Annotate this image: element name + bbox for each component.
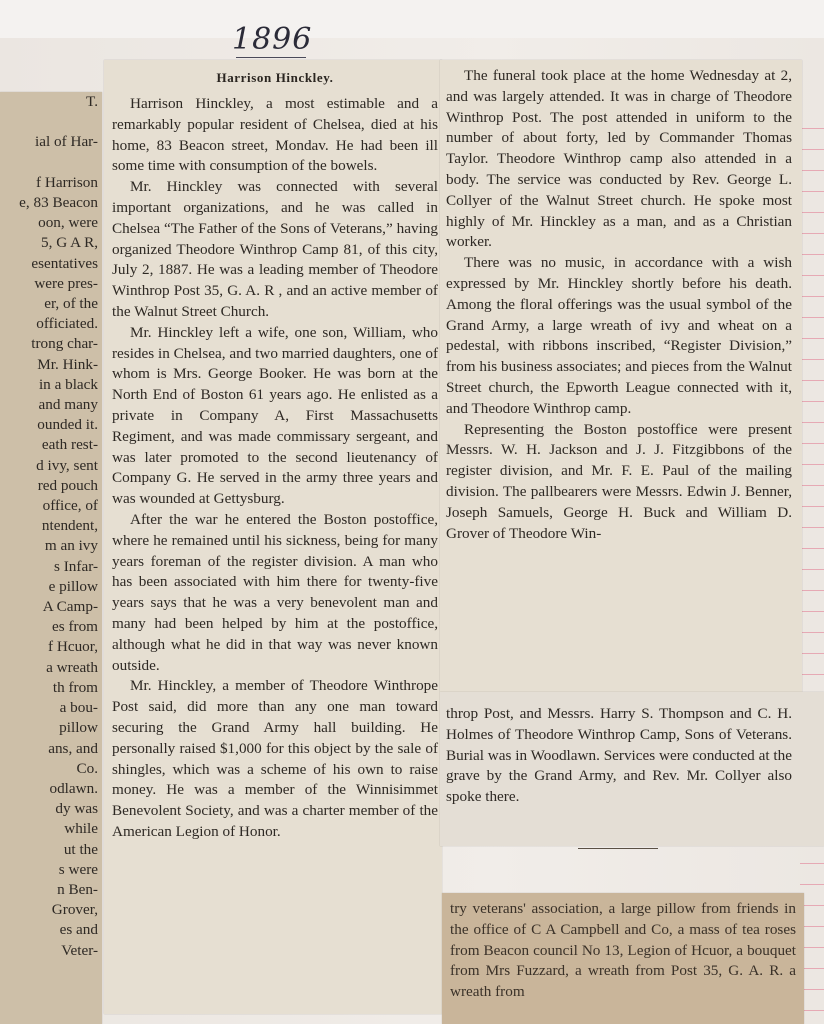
left-fragment-line: a wreath	[46, 658, 98, 676]
left-fragment-line: d ivy, sent	[36, 456, 98, 474]
left-fragment-line: Veter-	[61, 941, 98, 959]
left-fragment-line: odlawn.	[49, 779, 98, 797]
article-paragraph-2: Mr. Hinckley was connected with several important organizations, and he was called in Chelsea “The Father of the Sons of Veterans,” having organized Theodore Winthrop Camp 81, of this city, July 2, 1887. He was a leading member of Theodore Winthrop Post 35, G. A. R , and an active member of the Walnut Street Church.	[112, 178, 438, 320]
ledger-rule	[800, 527, 824, 528]
left-fragment-line: dy was	[55, 800, 98, 818]
ledger-rule	[800, 506, 824, 507]
ledger-rule	[800, 233, 824, 234]
funeral-paragraph-2: There was no music, in accordance with a wish expressed by Mr. Hinckley shortly before his death. Among the floral offerings was the usual symbol of the Grand Army, a large wreath of ivy and wheat on a pedestal, with ribbons inscribed, “Register Division,” from his business associates; and pieces from the Walnut Street church, the Epworth League connected with it, and Theodore Winthrop camp.	[446, 254, 792, 417]
ledger-rule	[800, 632, 824, 633]
left-fragment-line: a bou-	[59, 699, 98, 717]
left-fragment-line: es from	[52, 618, 98, 636]
ledger-rule	[800, 359, 824, 360]
left-fragment-line: ounded it.	[37, 416, 98, 434]
left-fragment-line: f Hcuor,	[48, 638, 98, 656]
ledger-rule	[800, 422, 824, 423]
left-fragment-line	[0, 112, 98, 132]
left-fragment-line: oon, were	[38, 214, 98, 232]
ledger-rule	[800, 296, 824, 297]
left-fragment-line: e, 83 Beacon	[19, 194, 98, 212]
article-title: Harrison Hinckley.	[216, 70, 334, 85]
article-paragraph-1: Harrison Hinckley, a most estimable and a remarkably popular resident of Chelsea, died at his home, 83 Beacon street, Mondav. He had been ill some time with consumption of the bowels.	[112, 95, 438, 175]
left-fragment-line: trong char-	[31, 335, 98, 353]
bottom-clipping-fragment	[442, 893, 804, 1024]
ledger-rule	[800, 317, 824, 318]
left-fragment-line: s Infar-	[54, 557, 98, 575]
left-fragment-line: er, of the	[44, 295, 98, 313]
year-underline	[236, 57, 306, 58]
left-fragment-line: n Ben-	[57, 880, 98, 898]
left-fragment-line: ntendent,	[41, 517, 98, 535]
left-fragment-line: e pillow	[48, 577, 98, 595]
article-paragraph-3: Mr. Hinckley left a wife, one son, William, who resides in Chelsea, and two married daughters, one of whom is Mrs. George Booker. He was born at the North End of Boston 61 years ago. He enlisted as a private in Company A, First Massachusetts Regiment, and was made commissary sergeant, and was later promoted to the second lieutenancy of Company G. He served in the army three years and was wounded at Gettysburg.	[112, 323, 438, 508]
left-fragment-line: m an ivy	[44, 537, 98, 555]
ledger-rule	[800, 884, 824, 885]
left-fragment-line: ial of Har-	[35, 133, 98, 151]
left-fragment-line: Grover,	[51, 901, 98, 919]
left-fragment-line: Mr. Hink-	[37, 355, 98, 373]
ledger-rule	[800, 863, 824, 864]
ledger-rule	[800, 191, 824, 192]
ledger-rule	[800, 464, 824, 465]
ledger-rule	[800, 674, 824, 675]
ledger-rule	[800, 401, 824, 402]
left-clipping-fragment	[0, 92, 102, 1024]
ledger-rule	[800, 128, 824, 129]
ledger-rule	[800, 254, 824, 255]
left-fragment-line: while	[64, 820, 98, 838]
funeral-clipping	[440, 60, 802, 692]
left-fragment-line: eath rest-	[41, 436, 98, 454]
ledger-rule	[800, 170, 824, 171]
article-paragraph-5: Mr. Hinckley, a member of Theodore Winthrope Post said, did more than any one man toward securing the Grand Army hall building. He personally raised $1,000 for this object by the sale of shingles, which was a scheme of his own to raise money. He was a member of the Winnisimmet Benevolent Society, and was a charter member of the American Legion of Honor.	[112, 677, 438, 840]
ledger-rule	[800, 548, 824, 549]
burial-paragraph: throp Post, and Messrs. Harry S. Thompson and C. H. Holmes of Theodore Winthrop Camp, Sons of Veterans. Burial was in Woodlawn. Services were conducted at the grave by the Grand Army, and Rev. Mr. Collyer also spoke there.	[446, 705, 792, 806]
ledger-rule	[800, 653, 824, 654]
left-fragment-line: th from	[52, 678, 98, 696]
left-fragment-line: red pouch	[37, 476, 98, 494]
ledger-rule	[800, 485, 824, 486]
left-fragment-line: in a black	[38, 375, 98, 393]
article-paragraph-4: After the war he entered the Boston postoffice, where he remained until his sickness, being for many years foreman of the register division. A man who has been associated with him there for twenty-five years says that he was a very benevolent man and many had been helped by him at the postoffice, although what he did in that way was never known outside.	[112, 510, 438, 674]
bottom-fragment-paragraph: try veterans' association, a large pillow from friends in the office of C A Campbell and Co, a mass of tea roses from Beacon council No 13, Legion of Hcuor, a bouquet from Mrs Fuzzard, a wreath from Post 35, G. A. R. a wreath from	[450, 900, 796, 1001]
left-fragment-line: ut the	[63, 840, 98, 858]
left-fragment-line: pillow	[59, 719, 98, 737]
left-fragment-lines	[0, 92, 98, 961]
left-fragment-line: and many	[38, 396, 98, 414]
left-fragment-line: esentatives	[31, 254, 98, 272]
ledger-rule	[800, 611, 824, 612]
obituary-clipping	[104, 60, 442, 1014]
left-fragment-line	[0, 153, 98, 173]
left-fragment-line: Co.	[76, 759, 98, 777]
ledger-rule	[800, 443, 824, 444]
funeral-paragraph-3: Representing the Boston postoffice were present Messrs. W. H. Jackson and J. J. Fitzgibbons of the register division, and Mr. F. E. Paul of the mailing division. The pallbearers were Messrs. Edwin J. Benner, Joseph Samuels, George H. Buck and William D. Grover of Theodore Win-	[446, 420, 792, 542]
article-end-rule	[578, 848, 658, 849]
left-fragment-line: f Harrison	[36, 173, 98, 191]
left-fragment-line: officiated.	[36, 315, 98, 333]
handwritten-year: 1896	[232, 22, 313, 57]
ledger-rule	[800, 212, 824, 213]
ledger-rule	[800, 590, 824, 591]
ledger-rule	[800, 569, 824, 570]
ledger-rule	[800, 380, 824, 381]
left-fragment-line: es and	[59, 921, 98, 939]
left-fragment-line: were pres-	[34, 274, 98, 292]
left-fragment-line: T.	[86, 93, 98, 110]
left-fragment-line: s were	[58, 860, 98, 878]
left-fragment-line: A Camp-	[42, 598, 98, 616]
left-fragment-line: ans, and	[48, 739, 98, 757]
burial-clipping	[440, 692, 824, 846]
left-fragment-line: office, of	[42, 497, 98, 515]
ledger-rule	[800, 275, 824, 276]
left-fragment-line: 5, G A R,	[41, 234, 98, 252]
page-top-edge	[0, 0, 824, 38]
funeral-paragraph-1: The funeral took place at the home Wednesday at 2, and was largely attended. It was in charge of Theodore Winthrop Post. The post attended in uniform to the number of about forty, led by Commander Thomas Taylor. Theodore Winthrop camp also attended in a body. The service was conducted by Rev. George L. Collyer of the Walnut Street church. He spoke most highly of Mr. Hinckley as a man, and as a Christian worker.	[446, 67, 792, 251]
ledger-rule	[800, 149, 824, 150]
ledger-rule	[800, 338, 824, 339]
